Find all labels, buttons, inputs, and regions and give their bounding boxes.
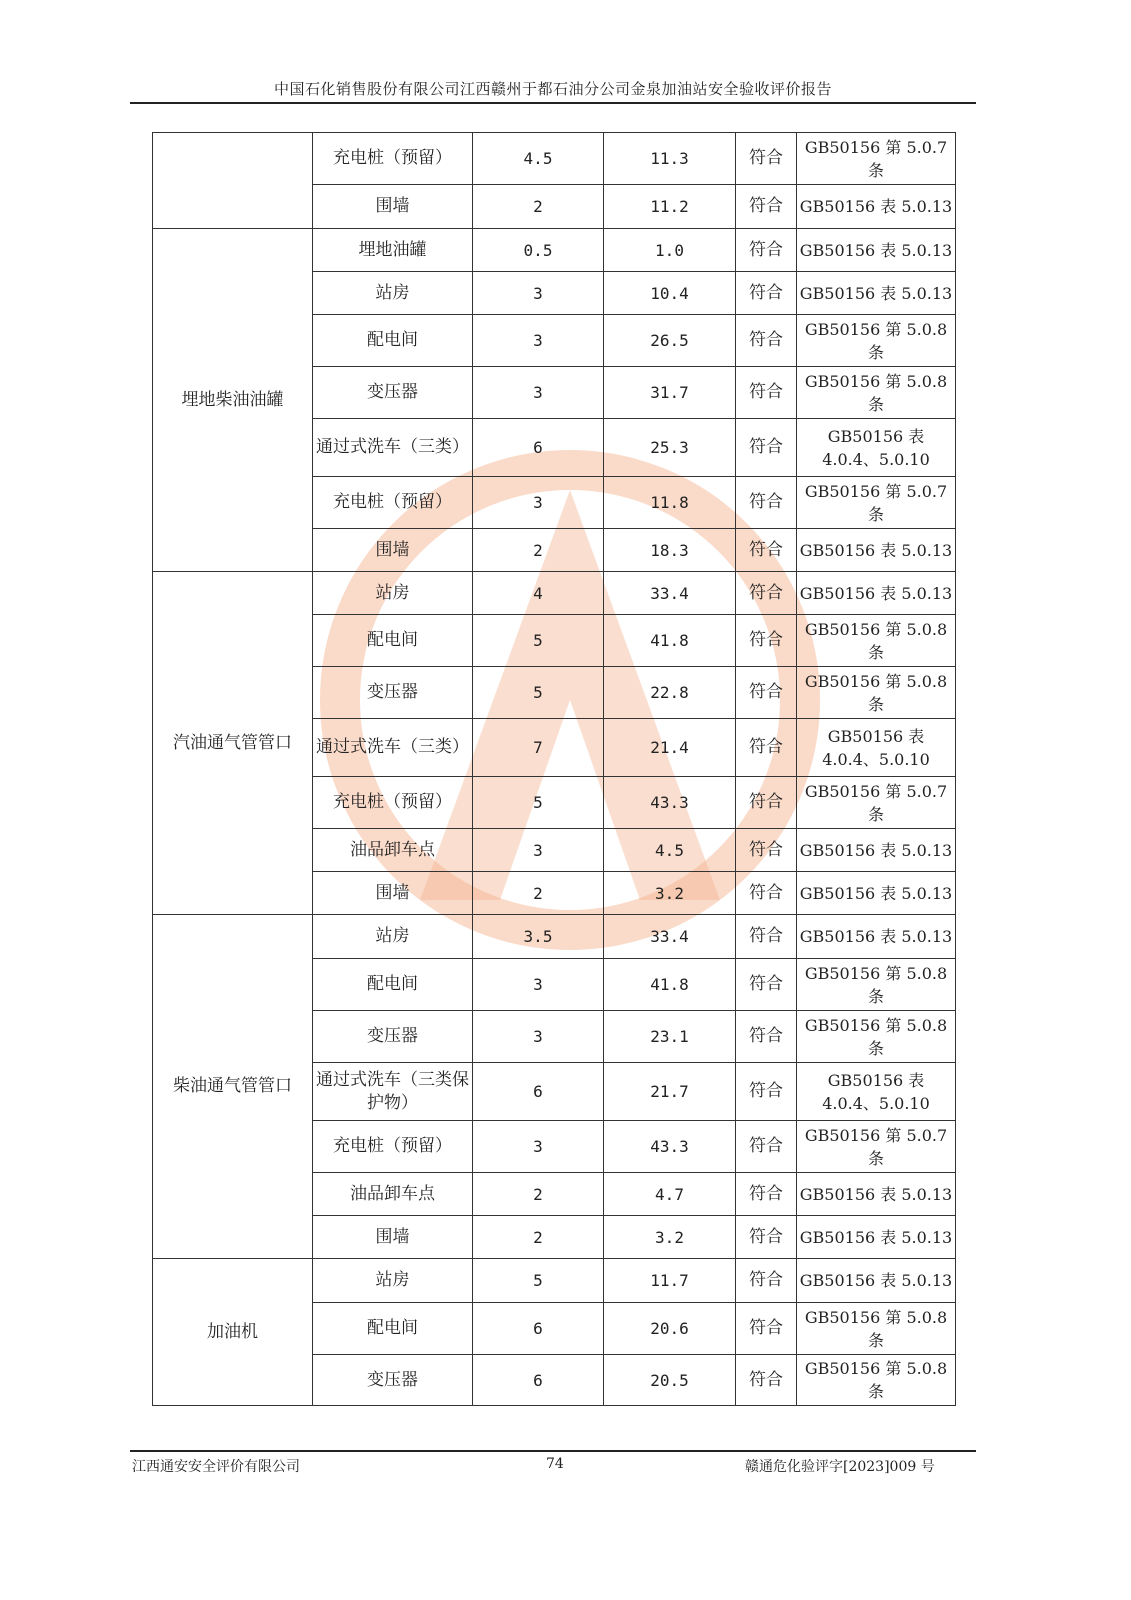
group-name-cell: 加油机 [153, 1259, 313, 1406]
result-cell: 符合 [736, 667, 797, 719]
basis-cell: GB50156 表 5.0.13 [797, 572, 956, 615]
standard-distance-cell: 2 [473, 1216, 604, 1259]
basis-cell: GB50156 第 5.0.7 条 [797, 133, 956, 185]
result-cell: 符合 [736, 272, 797, 315]
actual-distance-cell: 41.8 [604, 959, 736, 1011]
result-cell: 符合 [736, 1011, 797, 1063]
table-row [153, 229, 956, 272]
basis-cell: GB50156 第 5.0.7 条 [797, 1121, 956, 1173]
group-name-cell: 柴油通气管管口 [153, 915, 313, 1259]
result-cell: 符合 [736, 529, 797, 572]
actual-distance-cell: 1.0 [604, 229, 736, 272]
item-cell: 变压器 [313, 667, 473, 719]
basis-cell: GB50156 表 5.0.13 [797, 915, 956, 959]
result-cell: 符合 [736, 1063, 797, 1121]
basis-cell: GB50156 第 5.0.7 条 [797, 477, 956, 529]
item-cell: 围墙 [313, 872, 473, 915]
running-header: 中国石化销售股份有限公司江西赣州于都石油分公司金泉加油站安全验收评价报告 [273, 80, 832, 98]
result-cell: 符合 [736, 959, 797, 1011]
standard-distance-cell: 3 [473, 367, 604, 419]
basis-cell: GB50156 第 5.0.8 条 [797, 615, 956, 667]
result-cell: 符合 [736, 615, 797, 667]
actual-distance-cell: 11.8 [604, 477, 736, 529]
standard-distance-cell: 0.5 [473, 229, 604, 272]
basis-cell: GB50156 第 5.0.8 条 [797, 667, 956, 719]
actual-distance-cell: 43.3 [604, 777, 736, 829]
standard-distance-cell: 5 [473, 777, 604, 829]
item-cell: 围墙 [313, 1216, 473, 1259]
actual-distance-cell: 26.5 [604, 315, 736, 367]
footer-company: 江西通安安全评价有限公司 [132, 1459, 300, 1475]
standard-distance-cell: 5 [473, 1259, 604, 1303]
standard-distance-cell: 3 [473, 315, 604, 367]
result-cell: 符合 [736, 229, 797, 272]
actual-distance-cell: 21.7 [604, 1063, 736, 1121]
actual-distance-cell: 41.8 [604, 615, 736, 667]
basis-cell: GB50156 表 5.0.13 [797, 272, 956, 315]
item-cell: 埋地油罐 [313, 229, 473, 272]
basis-cell: GB50156 表 5.0.13 [797, 185, 956, 229]
result-cell: 符合 [736, 1303, 797, 1355]
item-cell: 配电间 [313, 959, 473, 1011]
table-row [153, 572, 956, 615]
actual-distance-cell: 10.4 [604, 272, 736, 315]
result-cell: 符合 [736, 572, 797, 615]
actual-distance-cell: 3.2 [604, 1216, 736, 1259]
basis-cell: GB50156 第 5.0.8 条 [797, 959, 956, 1011]
item-cell: 充电桩（预留） [313, 777, 473, 829]
standard-distance-cell: 5 [473, 667, 604, 719]
basis-cell: GB50156 表 4.0.4、5.0.10 [797, 419, 956, 477]
item-cell: 充电桩（预留） [313, 477, 473, 529]
result-cell: 符合 [736, 477, 797, 529]
standard-distance-cell: 5 [473, 615, 604, 667]
item-cell: 油品卸车点 [313, 829, 473, 872]
standard-distance-cell: 6 [473, 419, 604, 477]
basis-cell: GB50156 第 5.0.7 条 [797, 777, 956, 829]
group-name-cell: 埋地柴油油罐 [153, 229, 313, 572]
item-cell: 配电间 [313, 315, 473, 367]
result-cell: 符合 [736, 829, 797, 872]
standard-distance-cell: 6 [473, 1355, 604, 1406]
item-cell: 站房 [313, 572, 473, 615]
standard-distance-cell: 4 [473, 572, 604, 615]
actual-distance-cell: 4.7 [604, 1173, 736, 1216]
result-cell: 符合 [736, 185, 797, 229]
actual-distance-cell: 23.1 [604, 1011, 736, 1063]
standard-distance-cell: 3 [473, 959, 604, 1011]
actual-distance-cell: 22.8 [604, 667, 736, 719]
standard-distance-cell: 3.5 [473, 915, 604, 959]
page-number: 74 [546, 1456, 564, 1472]
item-cell: 站房 [313, 272, 473, 315]
actual-distance-cell: 11.2 [604, 185, 736, 229]
actual-distance-cell: 11.7 [604, 1259, 736, 1303]
actual-distance-cell: 25.3 [604, 419, 736, 477]
basis-cell: GB50156 表 5.0.13 [797, 1216, 956, 1259]
item-cell: 围墙 [313, 529, 473, 572]
result-cell: 符合 [736, 315, 797, 367]
actual-distance-cell: 33.4 [604, 915, 736, 959]
table-row [153, 915, 956, 959]
item-cell: 充电桩（预留） [313, 133, 473, 185]
standard-distance-cell: 3 [473, 1011, 604, 1063]
basis-cell: GB50156 第 5.0.8 条 [797, 1355, 956, 1406]
result-cell: 符合 [736, 872, 797, 915]
item-cell: 通过式洗车（三类） [313, 719, 473, 777]
item-cell: 站房 [313, 1259, 473, 1303]
basis-cell: GB50156 第 5.0.8 条 [797, 315, 956, 367]
item-cell: 站房 [313, 915, 473, 959]
basis-cell: GB50156 表 5.0.13 [797, 529, 956, 572]
item-cell: 配电间 [313, 615, 473, 667]
result-cell: 符合 [736, 719, 797, 777]
item-cell: 充电桩（预留） [313, 1121, 473, 1173]
standard-distance-cell: 2 [473, 529, 604, 572]
basis-cell: GB50156 表 5.0.13 [797, 1173, 956, 1216]
actual-distance-cell: 33.4 [604, 572, 736, 615]
document-number: 赣通危化验评字[2023]009 号 [745, 1459, 935, 1475]
basis-cell: GB50156 表 4.0.4、5.0.10 [797, 1063, 956, 1121]
result-cell: 符合 [736, 367, 797, 419]
item-cell: 配电间 [313, 1303, 473, 1355]
basis-cell: GB50156 表 5.0.13 [797, 872, 956, 915]
standard-distance-cell: 3 [473, 272, 604, 315]
item-cell: 通过式洗车（三类保护物） [313, 1063, 473, 1121]
actual-distance-cell: 43.3 [604, 1121, 736, 1173]
item-cell: 变压器 [313, 1011, 473, 1063]
actual-distance-cell: 11.3 [604, 133, 736, 185]
group-name-cell: 汽油通气管管口 [153, 572, 313, 915]
item-cell: 油品卸车点 [313, 1173, 473, 1216]
item-cell: 围墙 [313, 185, 473, 229]
footer-rule [130, 1450, 976, 1452]
actual-distance-cell: 20.6 [604, 1303, 736, 1355]
item-cell: 变压器 [313, 367, 473, 419]
actual-distance-cell: 3.2 [604, 872, 736, 915]
result-cell: 符合 [736, 1259, 797, 1303]
standard-distance-cell: 2 [473, 185, 604, 229]
basis-cell: GB50156 表 5.0.13 [797, 829, 956, 872]
standard-distance-cell: 7 [473, 719, 604, 777]
standard-distance-cell: 4.5 [473, 133, 604, 185]
standard-distance-cell: 3 [473, 829, 604, 872]
result-cell: 符合 [736, 1216, 797, 1259]
result-cell: 符合 [736, 419, 797, 477]
item-cell: 变压器 [313, 1355, 473, 1406]
standard-distance-cell: 6 [473, 1303, 604, 1355]
result-cell: 符合 [736, 915, 797, 959]
standard-distance-cell: 2 [473, 1173, 604, 1216]
basis-cell: GB50156 第 5.0.8 条 [797, 1303, 956, 1355]
basis-cell: GB50156 表 4.0.4、5.0.10 [797, 719, 956, 777]
standard-distance-cell: 6 [473, 1063, 604, 1121]
item-cell: 通过式洗车（三类） [313, 419, 473, 477]
table-row [153, 133, 956, 185]
basis-cell: GB50156 表 5.0.13 [797, 1259, 956, 1303]
standard-distance-cell: 2 [473, 872, 604, 915]
table-row [153, 1259, 956, 1303]
result-cell: 符合 [736, 1121, 797, 1173]
distance-check-table [152, 132, 956, 1406]
actual-distance-cell: 20.5 [604, 1355, 736, 1406]
standard-distance-cell: 3 [473, 477, 604, 529]
actual-distance-cell: 31.7 [604, 367, 736, 419]
result-cell: 符合 [736, 1173, 797, 1216]
basis-cell: GB50156 第 5.0.8 条 [797, 1011, 956, 1063]
result-cell: 符合 [736, 133, 797, 185]
actual-distance-cell: 21.4 [604, 719, 736, 777]
actual-distance-cell: 18.3 [604, 529, 736, 572]
basis-cell: GB50156 第 5.0.8 条 [797, 367, 956, 419]
basis-cell: GB50156 表 5.0.13 [797, 229, 956, 272]
group-name-cell [153, 133, 313, 229]
result-cell: 符合 [736, 777, 797, 829]
standard-distance-cell: 3 [473, 1121, 604, 1173]
actual-distance-cell: 4.5 [604, 829, 736, 872]
result-cell: 符合 [736, 1355, 797, 1406]
header-rule [130, 102, 976, 104]
